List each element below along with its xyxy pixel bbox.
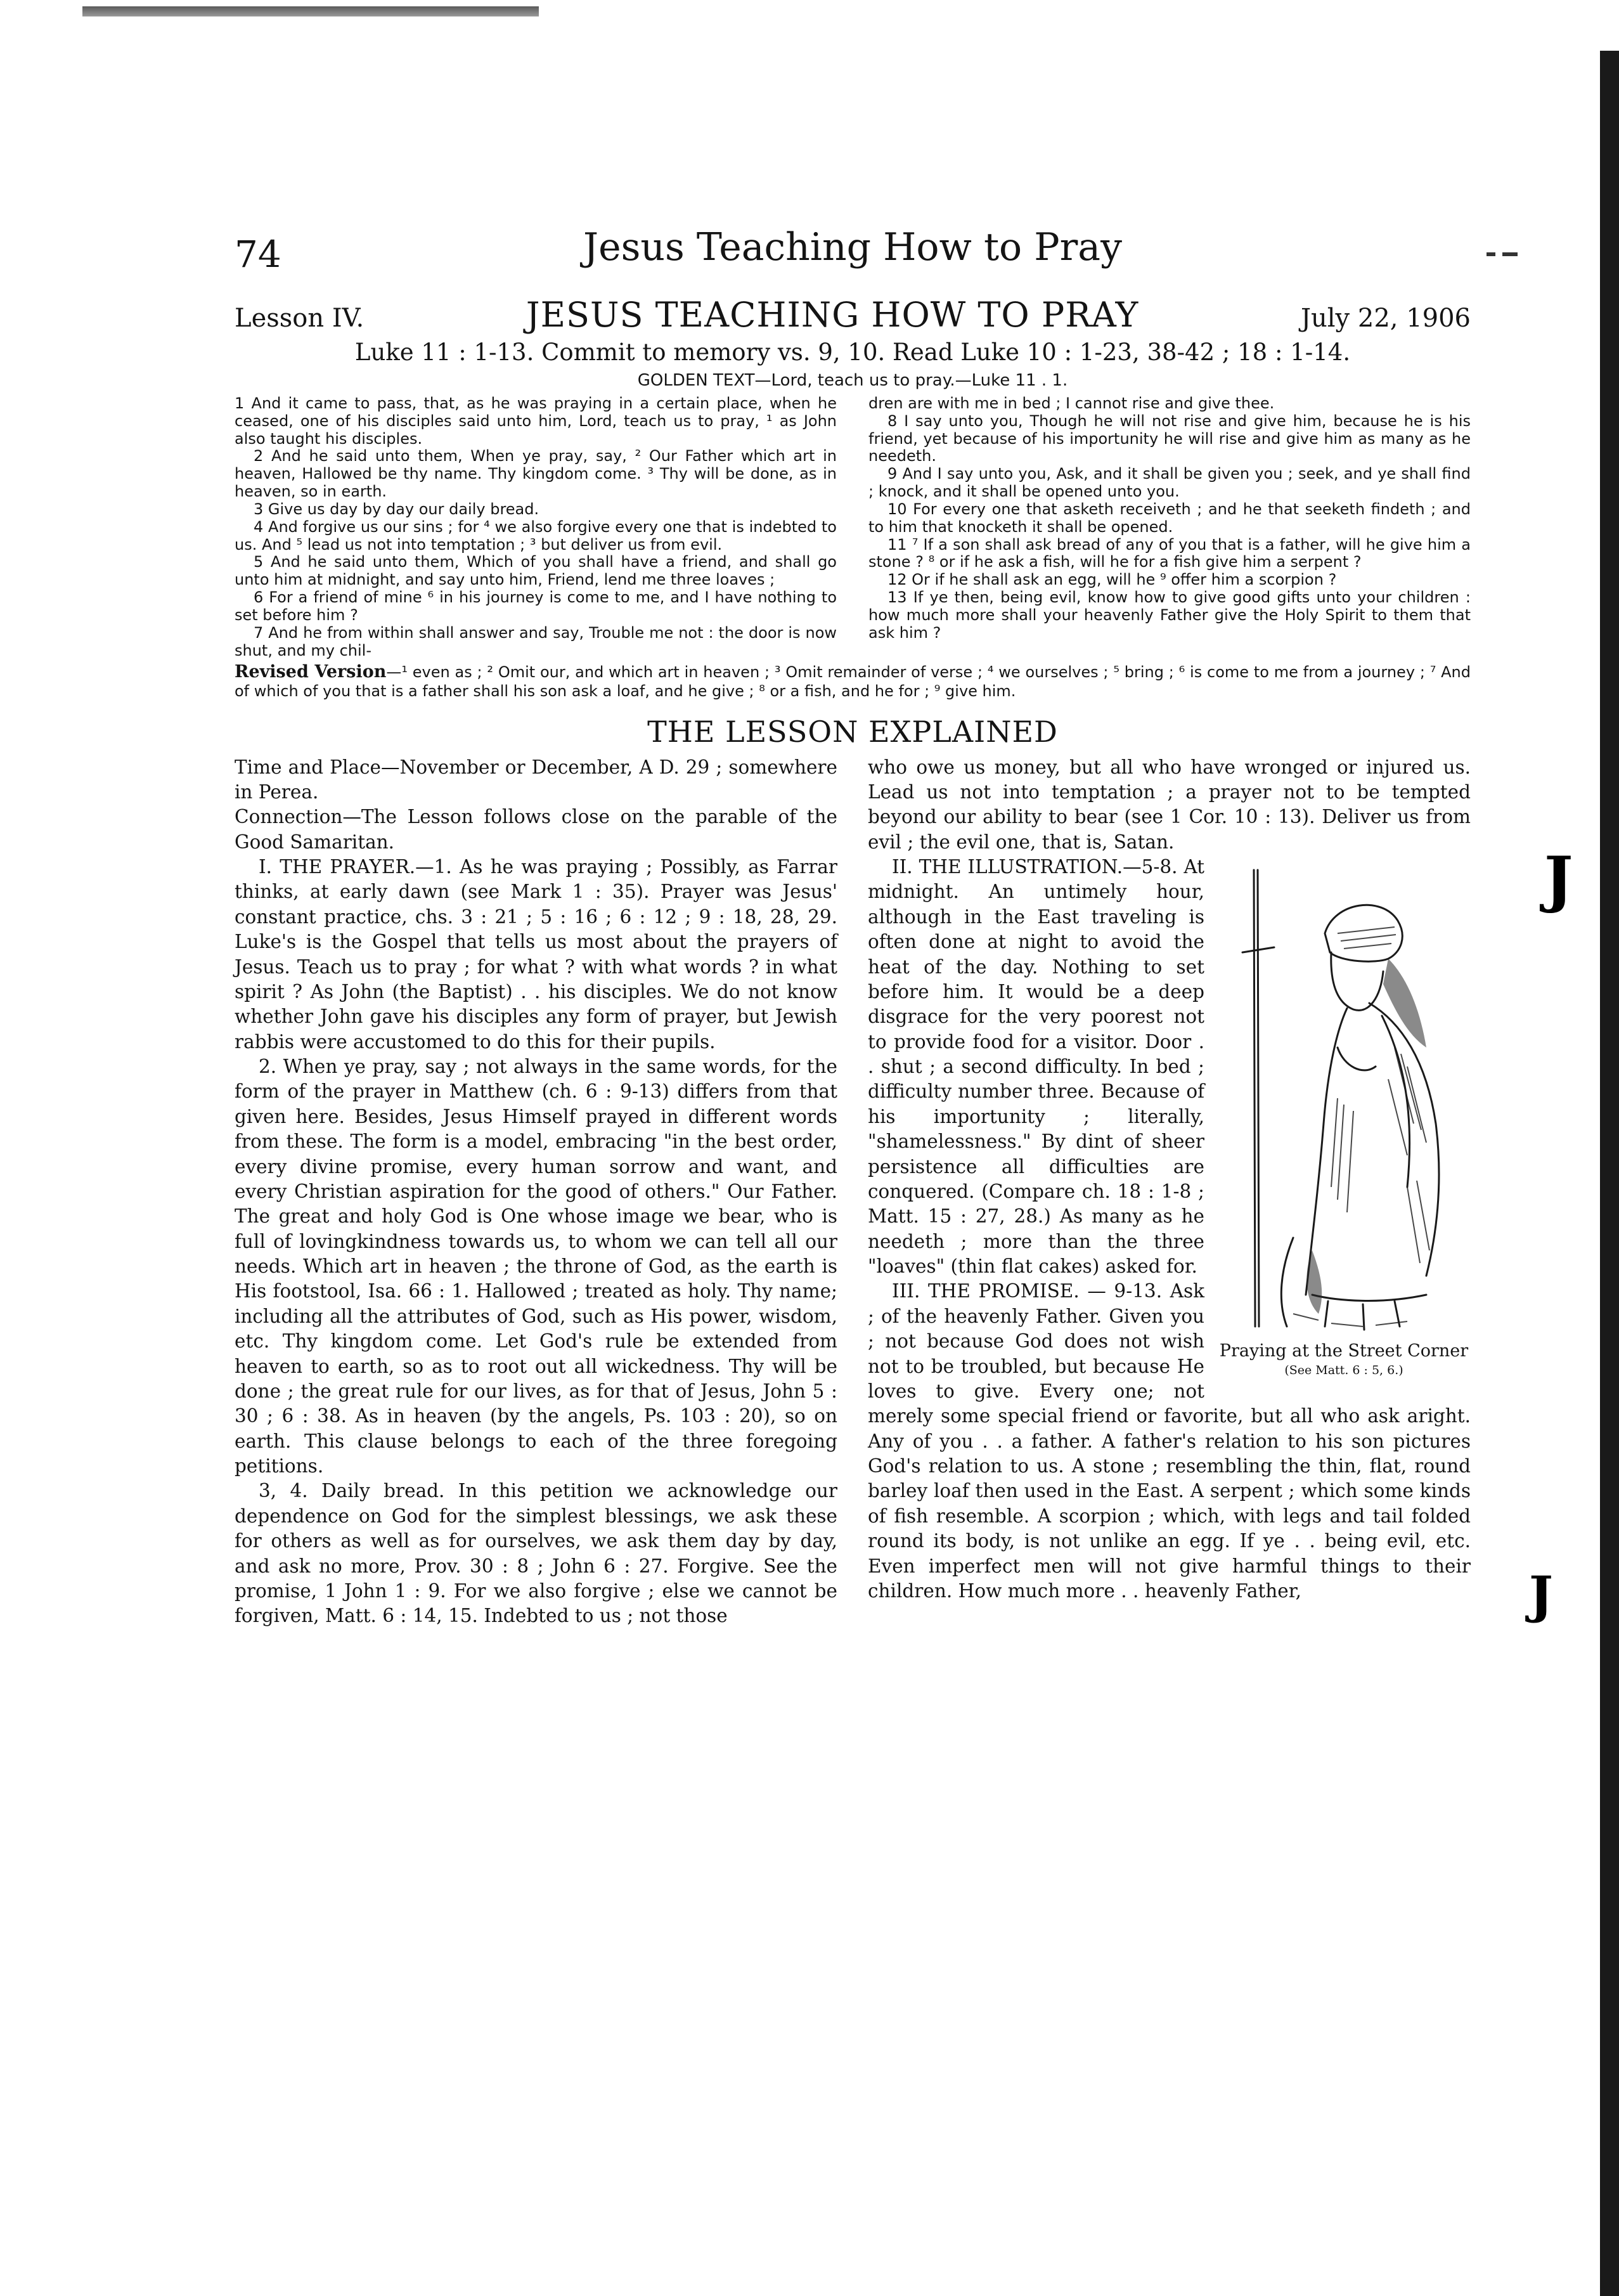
verse: 2 And he said unto them, When ye pray, say, ² Our Father which art in heaven, Hallowed be thy name. Thy kingdom come. ³ Thy will be done, as in heaven, so in earth. — [235, 447, 837, 501]
revised-version-label: Revised Version — [235, 662, 387, 682]
scripture-verses — [235, 395, 1471, 659]
commentary-paragraph: Time and Place—November or December, A D. 29 ; somewhere in Perea. — [235, 756, 837, 803]
commentary-paragraph: 2. When ye pray, say ; not always in the same words, for the form of the prayer in Matthew (ch. 6 : 9-13) differs from that given here. Besides, Jesus Himself prayed in different words from these. The form is a model, embracing "in the best order, every divine promise, every human sorrow and want, and every Christian aspiration for the good of others." Our Father. The great and holy God is One whose image we bear, who is full of lovingkindness towards us, to whom we can tell all our needs. Which art in heaven ; the throne of God, as the earth is His footstool, Isa. 66 : 1. Hallowed ; treated as holy. Thy name; including all the attributes of God, such as His power, wisdom, etc. Thy kingdom come. Let God's rule be extended from heaven to earth, so as to root out all wickedness. Thy will be done ; the great rule for our lives, as for that of Jesus, John 5 : 30 ; 6 : 38. As in heaven (by the angels, Ps. 103 : 20), so on earth. This clause belongs to each of the three foregoing petitions. — [235, 1056, 837, 1477]
commentary-paragraph: I. THE PRAYER.—1. As he was praying ; Possibly, as Farrar thinks, at early dawn (see Mark 1 : 35). Prayer was Jesus' constant practice, chs. 3 : 21 ; 5 : 16 ; 6 : 12 ; 9 : 18, 28, 29. Luke's is the Gospel that tells us most about the prayers of Jesus. Teach us to pray ; for what ? with what words ? in what spirit ? As John (the Baptist) . . his disciples. We do not know whether John gave his disciples any form of prayer, but Jewish rabbis were accustomed to do this for their pupils. — [235, 856, 837, 1053]
section-heading: THE LESSON EXPLAINED — [647, 714, 1058, 749]
verse: 7 And he from within shall answer and say, Trouble me not : the door is now shut, and my chil- — [235, 623, 837, 659]
verse: 9 And I say unto you, Ask, and it shall be given you ; seek, and ye shall find ; knock, and it shall be opened unto you. — [868, 465, 1471, 501]
verse: 8 I say unto you, Though he will not rise and give him, because he is his friend, yet because of his importunity he will rise and give him as many as he needeth. — [868, 412, 1471, 465]
verse: 4 And forgive us our sins ; for ⁴ we also forgive every one that is indebted to us. And ⁵ lead us not into temptation ; ³ but deliver us from evil. — [235, 517, 837, 554]
book-spine — [1600, 51, 1619, 2296]
commentary-paragraph: III. THE PROMISE. — 9-13. Ask ; of the heavenly Father. Given you ; not because God does not wish not to be troubled, but because He loves to give. Every one; not merely some special friend or favorite, but all who ask aright. Any of you . . a father. A father's relation to his son pictures God's relation to us. A stone ; resembling the thin, flat, round barley loaf then used in the East. A serpent ; which some kinds of fish resemble. A scorpion ; which, with legs and tail folded round its body, is not unlike an egg. If ye . . being evil, etc. Even imperfect men will not give harmful things to their children. How much more . . heavenly Father, — [868, 1280, 1471, 1602]
commentary-paragraph: Connection—The Lesson follows close on the parable of the Good Samaritan. — [235, 806, 837, 853]
verse: 1 And it came to pass, that, as he was praying in a certain place, when he ceased, one of his disciples said unto him, Lord, teach us to pray, ¹ as John also taught his disciples. — [235, 394, 837, 448]
lesson-title: JESUS TEACHING HOW TO PRAY — [526, 295, 1139, 335]
verse: 5 And he said unto them, Which of you shall have a friend, and shall go unto him at midnight, and say unto him, Friend, lend me three loaves ; — [235, 553, 837, 589]
margin-tick — [1502, 252, 1518, 256]
verses-left-column — [235, 395, 837, 659]
page — [235, 225, 1471, 1629]
verse: dren are with me in bed ; I cannot rise and give thee. — [868, 394, 1275, 412]
running-title: Jesus Teaching How to Pray — [583, 225, 1122, 269]
memory-verses: Commit to memory vs. 9, 10. — [541, 339, 886, 366]
lesson-date: July 22, 1906 — [1300, 304, 1471, 333]
verse: 12 Or if he shall ask an egg, will he ⁹ offer him a scorpion ? — [887, 571, 1337, 589]
running-head — [235, 225, 1471, 295]
commentary-paragraph: who owe us money, but all who have wronged or injured us. Lead us not into temptation ; a prayer not to be tempted beyond our ability to bear (see 1 Cor. 10 : 13). Deliver us from evil ; the evil one, that is, Satan. — [868, 756, 1471, 853]
praying-man-illustration — [1217, 857, 1471, 1339]
verse: 13 If ye then, being evil, know how to give good gifts unto your children : how much more shall your heavenly Father give the Holy Spirit to them that ask him ? — [868, 588, 1471, 642]
commentary-right-column — [868, 755, 1471, 1629]
golden-text: GOLDEN TEXT—Lord, teach us to pray.—Luke 11 . 1. — [637, 371, 1068, 390]
lesson-number: Lesson IV. — [235, 304, 364, 333]
revised-version-note — [235, 662, 1471, 700]
verse: 10 For every one that asketh receiveth ; and he that seeketh findeth ; and to him that knocketh it shall be opened. — [868, 500, 1471, 536]
verses-right-column — [868, 395, 1471, 659]
scripture-line — [235, 339, 1471, 366]
verse: 6 For a friend of mine ⁶ in his journey is come to me, and I have nothing to set before him ? — [235, 588, 837, 624]
figure-caption: Praying at the Street Corner — [1219, 1341, 1469, 1361]
verse: 11 ⁷ If a son shall ask bread of any of you that is a father, will he give him a stone ? ⁸ or if he ask a fish, will he for a fish give him a serpent ? — [868, 535, 1471, 571]
commentary-paragraph: 3, 4. Daily bread. In this petition we acknowledge our dependence on God for the simplest blessings, we ask these for others as well as for ourselves, we ask them day by day, and ask no more, Prov. 30 : 8 ; John 6 : 27. Forgive. See the promise, 1 John 1 : 9. For we also forgive ; else we cannot be forgiven, Matt. 6 : 14, 15. Indebted to us ; not those — [235, 1480, 837, 1627]
verse: 3 Give us day by day our daily bread. — [254, 500, 539, 518]
figure-reference: (See Matt. 6 : 5, 6.) — [1284, 1363, 1403, 1377]
margin-tick — [1487, 252, 1495, 256]
scripture-reference: Luke 11 : 1-13. — [354, 339, 534, 366]
commentary-left-column — [235, 755, 837, 1629]
commentary-paragraph: II. THE ILLUSTRATION.—5-8. At midnight. An untimely hour, although in the East traveling is often done at night to avoid the heat of the day. Nothing to set before him. It would be a deep disgrace for the very poorest not to provide food for a visitor. Door . . shut ; a second difficulty. In bed ; difficulty number three. Because of his importunity ; literally, "shamelessness." By dint of sheer persistence all difficulties are conquered. (Compare ch. 18 : 1-8 ; Matt. 15 : 27, 28.) As many as he needeth ; more than the three "loaves" (thin flat cakes) asked for. — [868, 856, 1204, 1278]
page-number: 74 — [235, 233, 281, 276]
margin-mark-1: J — [1544, 843, 1573, 915]
illustration-figure — [1217, 857, 1471, 1377]
lesson-header — [235, 295, 1471, 335]
revised-version-text: —¹ even as ; ² Omit our, and which art in heaven ; ³ Omit remainder of verse ; ⁴ we ourselves ; ⁵ bring ; ⁶ is come to me from a journey ; ⁷ And of which of you that is a father shall his son ask a loaf, and he give ; ⁸ or a fish, and he for ; ⁹ give him. — [235, 663, 1471, 701]
margin-mark-2: J — [1529, 1565, 1553, 1625]
scan-top-edge — [82, 6, 539, 16]
reading-assignment: Read Luke 10 : 1-23, 38-42 ; 18 : 1-14. — [893, 339, 1351, 366]
commentary — [235, 755, 1471, 1629]
